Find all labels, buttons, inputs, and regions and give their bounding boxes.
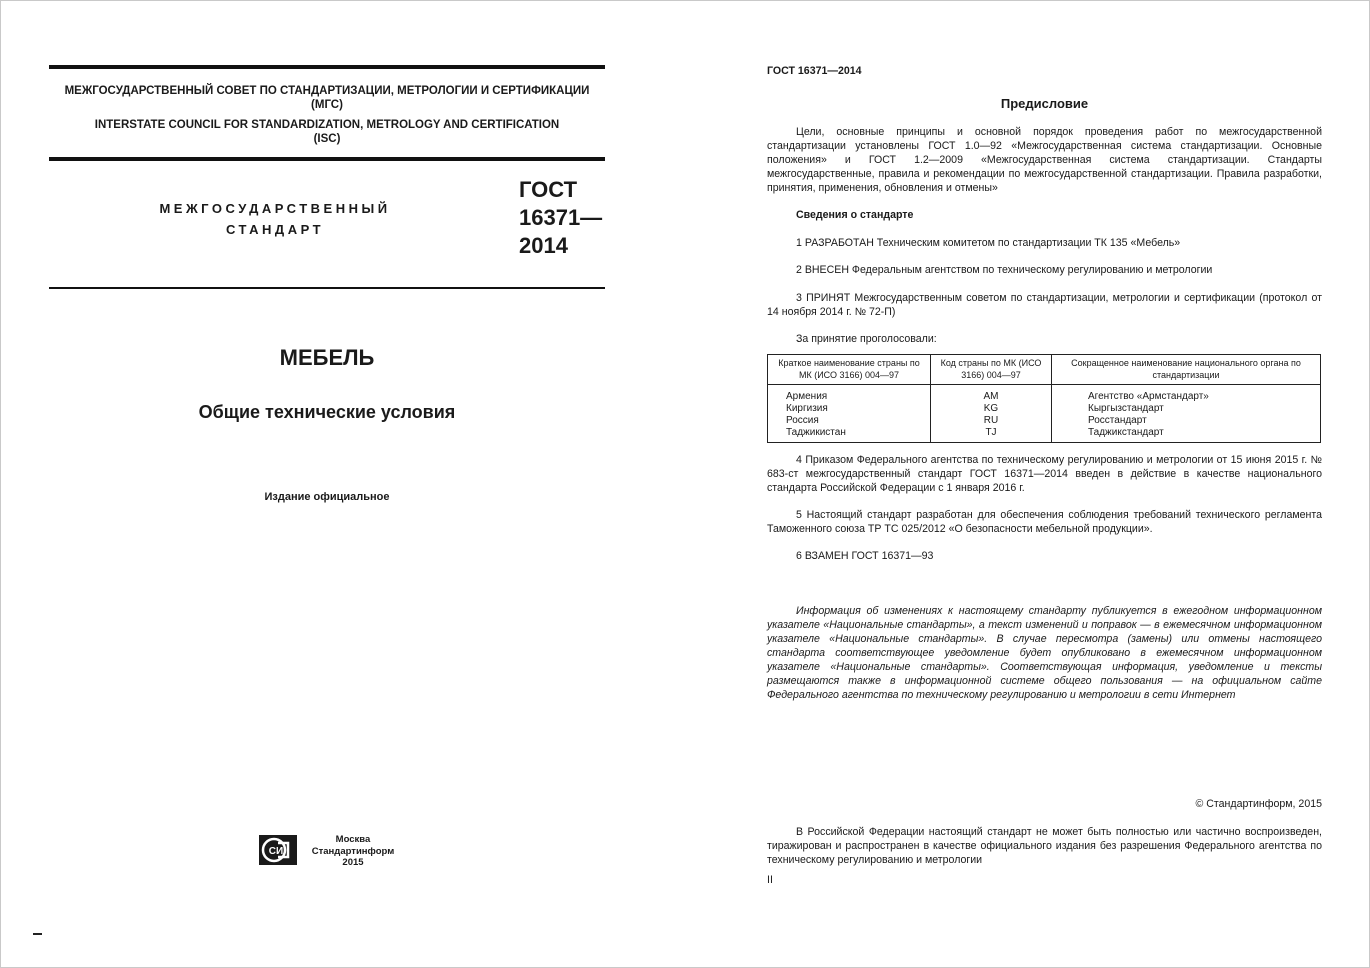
info-heading: Сведения о стандарте [796,209,914,221]
amendments-notice: Информация об изменениях к настоящему стандарту публикуется в ежегодном информационном указателе «Национальные стандарты», а текст изменений и поправок — в ежемесячном информационном указателе «Национальные стандарты». В случае пересмотра (замены) или отмены настоящего стандарта соответствующее уведомление будет опубликовано в ежемесячном информационном указателе «Национальные стандарты». Соответствующая информация, уведомление и тексты размещаются также в информационной системе общего пользования — на официальном сайте Федерального агентства по техническому регулированию и метрологии в сети Интернет [767,605,1322,701]
info-item-4: 4 Приказом Федерального агентства по техническому регулированию и метрологии от 15 июня 2015 г. № 683-ст межгосударственный стандарт ГОСТ 16371—2014 введен в действие в качестве национального стандарта Российской Федерации с 1 января 2016 г. [767,454,1322,494]
body-cell: Росстандарт [1052,415,1321,427]
table-row [768,403,1321,415]
country-cell: Киргизия [768,403,931,415]
standard-type-line2: СТАНДАРТ [225,222,325,237]
table-header-row [768,355,1321,385]
body-cell: Кыргызстандарт [1052,403,1321,415]
code-cell: AM [931,385,1052,404]
running-header: ГОСТ 16371—2014 [767,65,862,77]
body-cell: Таджикстандарт [1052,427,1321,443]
info-item-5: 5 Настоящий стандарт разработан для обеспечения соблюдения требований технического регламента Таможенного союза ТР ТС 025/2012 «О безопасности мебельной продукции». [767,509,1322,535]
table-row [768,385,1321,404]
standard-type-line1: МЕЖГОСУДАРСТВЕННЫЙ [159,201,391,216]
table-header-country: Краткое наименование страны по МК (ИСО 3166) 004—97 [768,355,931,385]
publisher-year: 2015 [342,857,364,868]
voting-table [767,354,1321,443]
info-item-6: 6 ВЗАМЕН ГОСТ 16371—93 [796,550,934,562]
council-en-line1: INTERSTATE COUNCIL FOR STANDARDIZATION, METROLOGY AND CERTIFICATION [94,119,560,131]
table-row [768,427,1321,443]
svg-text:СИ: СИ [268,846,284,857]
rights-notice: В Российской Федерации настоящий стандарт не может быть полностью или частично воспроизведен, тиражирован и распространен в качестве официального издания без разрешения Федерального агентства по техническому регулированию и метрологии [767,826,1322,866]
council-ru-line1: МЕЖГОСУДАРСТВЕННЫЙ СОВЕТ ПО СТАНДАРТИЗАЦИИ, МЕТРОЛОГИИ И СЕРТИФИКАЦИИ [64,85,590,97]
country-cell: Таджикистан [768,427,931,443]
council-name-en [49,118,605,146]
vote-label: За принятие проголосовали: [796,333,937,345]
info-item-3: 3 ПРИНЯТ Межгосударственным советом по стандартизации, метрологии и сертификации (протокол от 14 ноября 2014 г. № 72-П) [767,292,1322,318]
publisher-info [300,834,406,869]
table-header-code: Код страны по МК (ИСО 3166) 004—97 [931,355,1052,385]
body-cell: Агентство «Армстандарт» [1052,385,1321,404]
preface-paragraph: Цели, основные принципы и основной порядок проведения работ по межгосударственной стандартизации установлены ГОСТ 1.0—92 «Межгосударственная система стандартизации. Основные положения» и ГОСТ 1.2—2009 «Межгосударственная система стандартизации. Стандарты межгосударственные, правила и рекомендации по межгосударственной стандартизации. Правила разработки, принятия, применения, обновления и отмены» [767,126,1322,194]
copyright-line: © Стандартинформ, 2015 [1195,798,1322,810]
top-rule [49,65,605,69]
table-row [768,415,1321,427]
code-cell: TJ [931,427,1052,443]
gost-number [519,176,602,260]
gost-number-line3: 2014 [519,233,568,258]
council-ru-abbr: (МГС) [311,99,343,111]
preface-title: Предисловие [1000,96,1089,111]
gost-number-line2: 16371— [519,205,603,230]
document-subtitle: Общие технические условия [198,402,456,422]
corner-mark [33,933,42,935]
country-cell: Россия [768,415,931,427]
council-name-ru [49,84,605,112]
document-title: МЕБЕЛЬ [279,345,375,370]
country-cell: Армения [768,385,931,404]
page-number: II [767,874,773,886]
code-cell: KG [931,403,1052,415]
header-bottom-rule [49,287,605,289]
edition-label: Издание официальное [264,491,390,503]
info-item-2: 2 ВНЕСЕН Федеральным агентством по техническому регулированию и метрологии [796,264,1213,276]
publisher-city: Москва [335,834,371,845]
gost-number-line1: ГОСТ [519,177,578,202]
table-header-body: Сокращенное наименование национального органа по стандартизации [1052,355,1321,385]
publisher-name: Стандартинформ [311,845,395,857]
council-en-abbr: (ISC) [313,133,341,145]
standartinform-logo-icon [259,835,297,865]
code-cell: RU [931,415,1052,427]
info-item-1: 1 РАЗРАБОТАН Техническим комитетом по стандартизации ТК 135 «Мебель» [796,237,1181,249]
council-bottom-rule [49,157,605,161]
standard-type [120,198,430,240]
